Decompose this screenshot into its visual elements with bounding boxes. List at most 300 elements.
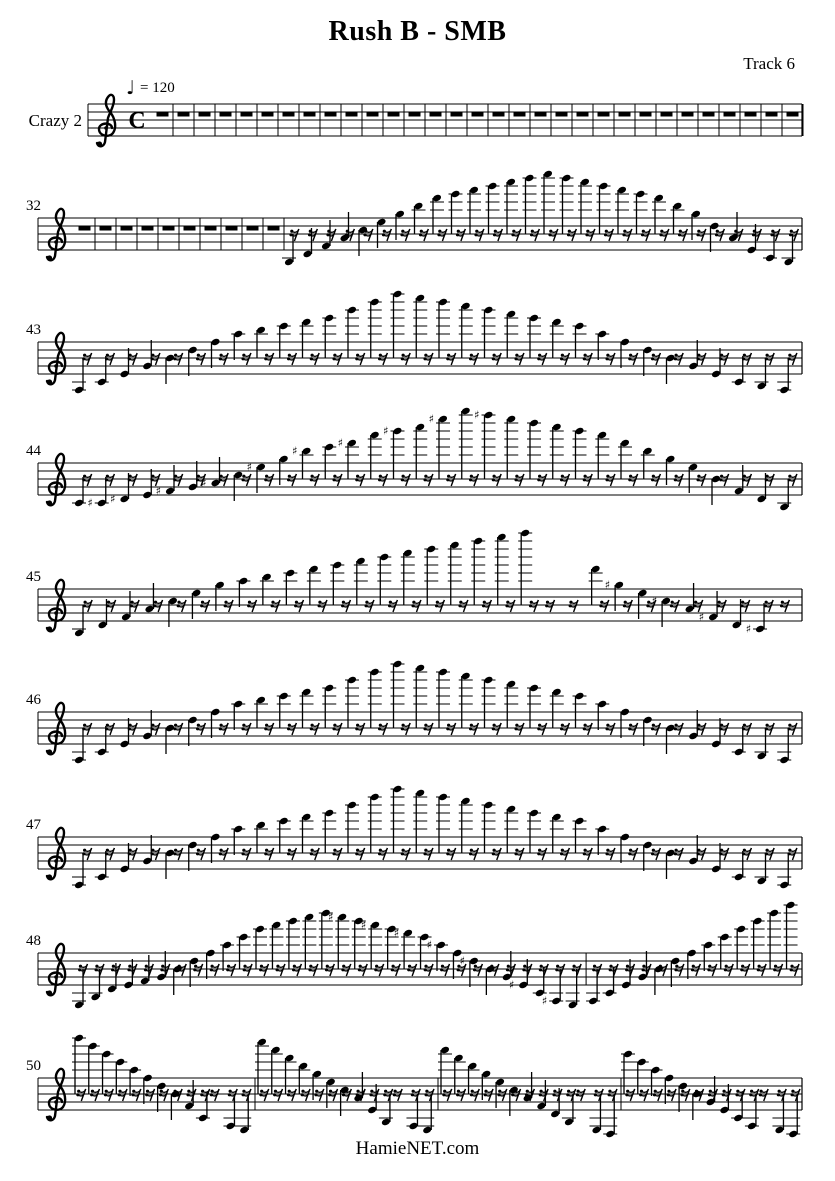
sixteenth-rest-icon xyxy=(497,1089,506,1101)
sixteenth-rest-icon xyxy=(382,229,391,241)
sixteenth-rest-icon xyxy=(608,1089,617,1101)
sixteenth-rest-icon xyxy=(325,964,334,976)
measure-number: 50 xyxy=(26,1058,41,1074)
sixteenth-rest-icon xyxy=(226,964,235,976)
staff-system-50 xyxy=(0,988,835,1138)
note xyxy=(406,1094,420,1130)
sixteenth-rest-icon xyxy=(623,600,632,612)
sixteenth-rest-icon xyxy=(273,1089,282,1101)
sixteenth-rest-icon xyxy=(411,1089,420,1101)
measure-number: 45 xyxy=(26,569,41,585)
sharp-icon: ♯ xyxy=(459,954,465,968)
sharp-icon: ♯ xyxy=(604,578,611,592)
sixteenth-rest-icon xyxy=(707,964,716,976)
sixteenth-rest-icon xyxy=(318,600,327,612)
sixteenth-rest-icon xyxy=(715,229,724,241)
sixteenth-rest-icon xyxy=(173,723,182,735)
sixteenth-rest-icon xyxy=(492,848,501,860)
sixteenth-rest-icon xyxy=(241,353,250,365)
sixteenth-rest-icon xyxy=(674,723,683,735)
note xyxy=(368,793,382,853)
sixteenth-rest-icon xyxy=(401,723,410,735)
sixteenth-rest-icon xyxy=(118,1089,127,1101)
note xyxy=(523,174,537,234)
sixteenth-rest-icon xyxy=(301,1089,310,1101)
sixteenth-rest-icon xyxy=(391,964,400,976)
sixteenth-rest-icon xyxy=(585,229,594,241)
note xyxy=(504,805,518,853)
sixteenth-rest-icon xyxy=(378,723,387,735)
note xyxy=(123,959,133,989)
sixteenth-rest-icon xyxy=(401,848,410,860)
sixteenth-rest-icon xyxy=(446,848,455,860)
note xyxy=(728,212,738,242)
sixteenth-rest-icon xyxy=(355,353,364,365)
note xyxy=(573,692,587,728)
note xyxy=(504,680,518,728)
note xyxy=(474,409,495,480)
sixteenth-rest-icon xyxy=(200,1089,209,1101)
note xyxy=(621,1050,635,1094)
sixteenth-rest-icon xyxy=(653,1089,662,1101)
sixteenth-rest-icon xyxy=(529,600,538,612)
sixteenth-rest-icon xyxy=(106,600,115,612)
note xyxy=(215,581,225,611)
sixteenth-rest-icon xyxy=(407,964,416,976)
sixteenth-rest-icon xyxy=(241,723,250,735)
sixteenth-rest-icon xyxy=(674,848,683,860)
note xyxy=(436,668,450,728)
sixteenth-rest-icon xyxy=(355,848,364,860)
note xyxy=(420,1094,434,1134)
sixteenth-rest-icon xyxy=(639,1089,648,1101)
note xyxy=(711,718,721,748)
sixteenth-rest-icon xyxy=(458,600,467,612)
sixteenth-rest-icon xyxy=(196,353,205,365)
sixteenth-rest-icon xyxy=(159,1089,168,1101)
note xyxy=(595,431,609,479)
sixteenth-rest-icon xyxy=(583,848,592,860)
sixteenth-rest-icon xyxy=(493,229,502,241)
sixteenth-rest-icon xyxy=(722,1089,731,1101)
note xyxy=(605,579,624,612)
sixteenth-rest-icon xyxy=(173,353,182,365)
note xyxy=(210,338,220,368)
sixteenth-rest-icon xyxy=(228,1089,237,1101)
sixteenth-rest-icon xyxy=(696,474,705,486)
note xyxy=(156,465,175,498)
sharp-icon: ♯ xyxy=(383,424,389,438)
note xyxy=(652,194,666,234)
sixteenth-rest-icon xyxy=(482,600,491,612)
sixteenth-rest-icon xyxy=(332,353,341,365)
sixteenth-rest-icon xyxy=(131,1089,140,1101)
sixteenth-rest-icon xyxy=(292,964,301,976)
note xyxy=(376,218,386,248)
sixteenth-rest-icon xyxy=(514,848,523,860)
sixteenth-rest-icon xyxy=(719,474,728,486)
sharp-icon: ♯ xyxy=(201,476,207,490)
note xyxy=(300,813,314,853)
sixteenth-rest-icon xyxy=(369,1089,378,1101)
sixteenth-rest-icon xyxy=(749,1089,758,1101)
sixteenth-rest-icon xyxy=(341,600,350,612)
sixteenth-rest-icon xyxy=(659,229,668,241)
sixteenth-rest-icon xyxy=(332,474,341,486)
note xyxy=(427,939,448,972)
note xyxy=(772,1094,786,1134)
sixteenth-rest-icon xyxy=(355,474,364,486)
sixteenth-rest-icon xyxy=(560,848,569,860)
note xyxy=(718,933,732,969)
note xyxy=(746,224,756,254)
sixteenth-rest-icon xyxy=(560,353,569,365)
sixteenth-rest-icon xyxy=(363,229,372,241)
sixteenth-rest-icon xyxy=(641,229,650,241)
note xyxy=(391,785,405,853)
sixteenth-rest-icon xyxy=(514,723,523,735)
sixteenth-rest-icon xyxy=(219,848,228,860)
sixteenth-rest-icon xyxy=(735,1089,744,1101)
measure-number: 46 xyxy=(26,692,41,708)
sixteenth-rest-icon xyxy=(196,723,205,735)
sixteenth-rest-icon xyxy=(264,474,273,486)
sixteenth-rest-icon xyxy=(605,353,614,365)
sixteenth-rest-icon xyxy=(332,848,341,860)
note xyxy=(495,533,509,605)
note xyxy=(635,1058,649,1094)
sixteenth-rest-icon xyxy=(789,229,798,241)
sixteenth-rest-icon xyxy=(210,964,219,976)
note xyxy=(368,668,382,728)
sixteenth-rest-icon xyxy=(145,1089,154,1101)
tempo-quarter-note-icon: ♩ xyxy=(126,77,135,99)
sixteenth-rest-icon xyxy=(696,229,705,241)
sixteenth-rest-icon xyxy=(576,1089,585,1101)
sixteenth-rest-icon xyxy=(552,1089,561,1101)
sixteenth-rest-icon xyxy=(539,1089,548,1101)
sixteenth-rest-icon xyxy=(310,474,319,486)
note xyxy=(504,415,518,479)
sharp-icon: ♯ xyxy=(651,594,658,608)
sixteenth-rest-icon xyxy=(383,1089,392,1101)
sixteenth-rest-icon xyxy=(242,1089,251,1101)
time-signature-common: C xyxy=(128,108,146,134)
note xyxy=(144,583,154,613)
note xyxy=(354,557,368,605)
measure-number: 48 xyxy=(26,933,41,949)
sharp-icon: ♯ xyxy=(426,938,432,952)
note xyxy=(688,835,698,865)
note xyxy=(448,541,462,605)
note xyxy=(191,589,201,619)
sixteenth-rest-icon xyxy=(469,474,478,486)
sixteenth-rest-icon xyxy=(424,964,433,976)
note xyxy=(709,222,719,252)
sixteenth-rest-icon xyxy=(752,229,761,241)
note xyxy=(618,439,632,479)
sixteenth-rest-icon xyxy=(678,229,687,241)
sixteenth-rest-icon xyxy=(511,229,520,241)
note xyxy=(322,809,336,853)
sharp-icon: ♯ xyxy=(698,610,705,624)
note xyxy=(322,443,336,479)
sharp-icon: ♯ xyxy=(327,910,334,924)
note xyxy=(527,314,541,358)
note xyxy=(189,957,199,987)
note xyxy=(328,911,349,970)
note xyxy=(527,684,541,728)
note xyxy=(560,174,574,234)
note xyxy=(253,925,267,969)
sixteenth-rest-icon xyxy=(492,474,501,486)
note xyxy=(745,1094,759,1130)
sixteenth-rest-icon xyxy=(358,964,367,976)
sixteenth-rest-icon xyxy=(442,1089,451,1101)
sixteenth-rest-icon xyxy=(764,600,773,612)
instrument-label: Crazy 2 xyxy=(28,111,82,130)
sixteenth-rest-icon xyxy=(287,353,296,365)
sixteenth-rest-icon xyxy=(604,229,613,241)
note xyxy=(72,1034,86,1094)
sixteenth-rest-icon xyxy=(241,848,250,860)
sixteenth-rest-icon xyxy=(440,964,449,976)
sixteenth-rest-icon xyxy=(310,848,319,860)
note xyxy=(330,561,344,605)
sixteenth-rest-icon xyxy=(400,229,409,241)
sixteenth-rest-icon xyxy=(310,353,319,365)
sixteenth-rest-icon xyxy=(437,229,446,241)
sixteenth-rest-icon xyxy=(264,353,273,365)
track-label: Track 6 xyxy=(743,54,795,73)
sixteenth-rest-icon xyxy=(219,723,228,735)
note xyxy=(550,813,564,853)
sixteenth-rest-icon xyxy=(691,964,700,976)
sixteenth-rest-icon xyxy=(790,964,799,976)
sharp-icon: ♯ xyxy=(508,978,515,992)
sixteenth-rest-icon xyxy=(628,723,637,735)
sixteenth-rest-icon xyxy=(332,723,341,735)
sixteenth-rest-icon xyxy=(186,1089,195,1101)
sixteenth-rest-icon xyxy=(599,600,608,612)
treble-clef-icon xyxy=(47,454,65,505)
note xyxy=(368,298,382,358)
sixteenth-rest-icon xyxy=(83,600,92,612)
note xyxy=(206,949,216,979)
note xyxy=(638,589,648,619)
sixteenth-rest-icon xyxy=(264,848,273,860)
note xyxy=(394,927,415,970)
sixteenth-rest-icon xyxy=(740,964,749,976)
sharp-icon: ♯ xyxy=(87,496,93,510)
sixteenth-rest-icon xyxy=(583,723,592,735)
note xyxy=(620,708,630,738)
note xyxy=(300,688,314,728)
note xyxy=(424,545,438,605)
note xyxy=(643,346,653,376)
note xyxy=(688,463,698,493)
note xyxy=(621,959,631,989)
note xyxy=(413,294,427,358)
sixteenth-rest-icon xyxy=(289,229,298,241)
sixteenth-rest-icon xyxy=(287,848,296,860)
sixteenth-rest-icon xyxy=(173,848,182,860)
note xyxy=(121,591,131,621)
sixteenth-rest-icon xyxy=(294,600,303,612)
note xyxy=(436,793,450,853)
note xyxy=(459,407,473,479)
piece-title: Rush B - SMB xyxy=(328,16,507,47)
sixteenth-rest-icon xyxy=(680,1089,689,1101)
sixteenth-rest-icon xyxy=(423,474,432,486)
sixteenth-rest-icon xyxy=(605,848,614,860)
note xyxy=(699,591,718,624)
note xyxy=(391,660,405,728)
sixteenth-rest-icon xyxy=(470,1089,479,1101)
sixteenth-rest-icon xyxy=(446,353,455,365)
sixteenth-rest-icon xyxy=(777,1089,786,1101)
sixteenth-rest-icon xyxy=(264,723,273,735)
sixteenth-rest-icon xyxy=(419,229,428,241)
sixteenth-rest-icon xyxy=(569,600,578,612)
sixteenth-rest-icon xyxy=(243,964,252,976)
sixteenth-rest-icon xyxy=(651,723,660,735)
sharp-icon: ♯ xyxy=(337,436,343,450)
sixteenth-rest-icon xyxy=(401,353,410,365)
sixteenth-rest-icon xyxy=(651,353,660,365)
sixteenth-rest-icon xyxy=(469,353,478,365)
sixteenth-rest-icon xyxy=(658,964,667,976)
note xyxy=(688,710,698,740)
note xyxy=(277,322,291,358)
note xyxy=(413,664,427,728)
sixteenth-rest-icon xyxy=(583,353,592,365)
sixteenth-rest-icon xyxy=(193,964,202,976)
note xyxy=(283,1054,297,1094)
note xyxy=(142,340,152,370)
sixteenth-rest-icon xyxy=(341,964,350,976)
note xyxy=(277,692,291,728)
sixteenth-rest-icon xyxy=(469,723,478,735)
note xyxy=(438,1046,452,1094)
note xyxy=(784,901,798,969)
sixteenth-rest-icon xyxy=(326,229,335,241)
sixteenth-rest-icon xyxy=(177,964,186,976)
note xyxy=(731,1092,745,1122)
sixteenth-rest-icon xyxy=(456,1089,465,1101)
measure-number: 32 xyxy=(26,198,41,214)
sixteenth-rest-icon xyxy=(271,600,280,612)
sixteenth-rest-icon xyxy=(651,848,660,860)
sixteenth-rest-icon xyxy=(537,848,546,860)
note xyxy=(119,718,129,748)
note xyxy=(223,1094,237,1130)
sixteenth-rest-icon xyxy=(605,474,614,486)
footer-site-link[interactable]: HamieNET.com xyxy=(355,1138,480,1159)
sharp-icon: ♯ xyxy=(246,460,252,474)
note xyxy=(688,340,698,370)
note xyxy=(368,431,382,479)
sharp-icon: ♯ xyxy=(541,994,548,1008)
note xyxy=(449,190,463,234)
note xyxy=(573,322,587,358)
note xyxy=(142,835,152,865)
sharp-icon: ♯ xyxy=(745,622,752,636)
sixteenth-rest-icon xyxy=(545,600,554,612)
note xyxy=(322,314,336,358)
note xyxy=(391,290,405,358)
sixteenth-rest-icon xyxy=(287,1089,296,1101)
sixteenth-rest-icon xyxy=(567,229,576,241)
sixteenth-rest-icon xyxy=(259,964,268,976)
sixteenth-rest-icon xyxy=(651,474,660,486)
sixteenth-rest-icon xyxy=(740,600,749,612)
sixteenth-rest-icon xyxy=(177,600,186,612)
note xyxy=(142,710,152,740)
note xyxy=(603,1094,617,1138)
note xyxy=(550,318,564,358)
sixteenth-rest-icon xyxy=(446,723,455,735)
note xyxy=(643,716,653,746)
sixteenth-rest-icon xyxy=(378,474,387,486)
measure-number: 43 xyxy=(26,322,41,338)
sixteenth-rest-icon xyxy=(219,353,228,365)
note xyxy=(210,833,220,863)
sixteenth-rest-icon xyxy=(667,1089,676,1101)
sixteenth-rest-icon xyxy=(492,723,501,735)
note xyxy=(339,212,349,242)
note xyxy=(307,565,321,605)
sixteenth-rest-icon xyxy=(446,474,455,486)
sixteenth-rest-icon xyxy=(560,723,569,735)
treble-clef-icon xyxy=(47,1069,65,1120)
note xyxy=(210,708,220,738)
sharp-icon: ♯ xyxy=(474,408,480,422)
sixteenth-rest-icon xyxy=(474,229,483,241)
note xyxy=(541,170,555,234)
sixteenth-rest-icon xyxy=(196,848,205,860)
sixteenth-rest-icon xyxy=(210,1089,219,1101)
note xyxy=(685,583,695,613)
sixteenth-rest-icon xyxy=(670,600,679,612)
sixteenth-rest-icon xyxy=(674,964,683,976)
sixteenth-rest-icon xyxy=(219,474,228,486)
sixteenth-rest-icon xyxy=(308,964,317,976)
sixteenth-rest-icon xyxy=(484,1089,493,1101)
sixteenth-rest-icon xyxy=(548,229,557,241)
note xyxy=(413,789,427,853)
note xyxy=(269,1046,283,1094)
sharp-icon: ♯ xyxy=(360,918,367,932)
note xyxy=(573,817,587,853)
note xyxy=(188,461,198,491)
note xyxy=(504,310,518,358)
sixteenth-rest-icon xyxy=(514,353,523,365)
sixteenth-rest-icon xyxy=(560,474,569,486)
sixteenth-rest-icon xyxy=(401,474,410,486)
sixteenth-rest-icon xyxy=(773,964,782,976)
sixteenth-rest-icon xyxy=(622,229,631,241)
note xyxy=(452,1054,466,1094)
sharp-icon: ♯ xyxy=(292,444,298,458)
sixteenth-rest-icon xyxy=(724,964,733,976)
measure-number: 47 xyxy=(26,817,41,833)
note xyxy=(233,471,243,501)
sixteenth-rest-icon xyxy=(423,723,432,735)
note xyxy=(527,809,541,853)
note xyxy=(142,469,152,499)
note xyxy=(201,457,220,490)
